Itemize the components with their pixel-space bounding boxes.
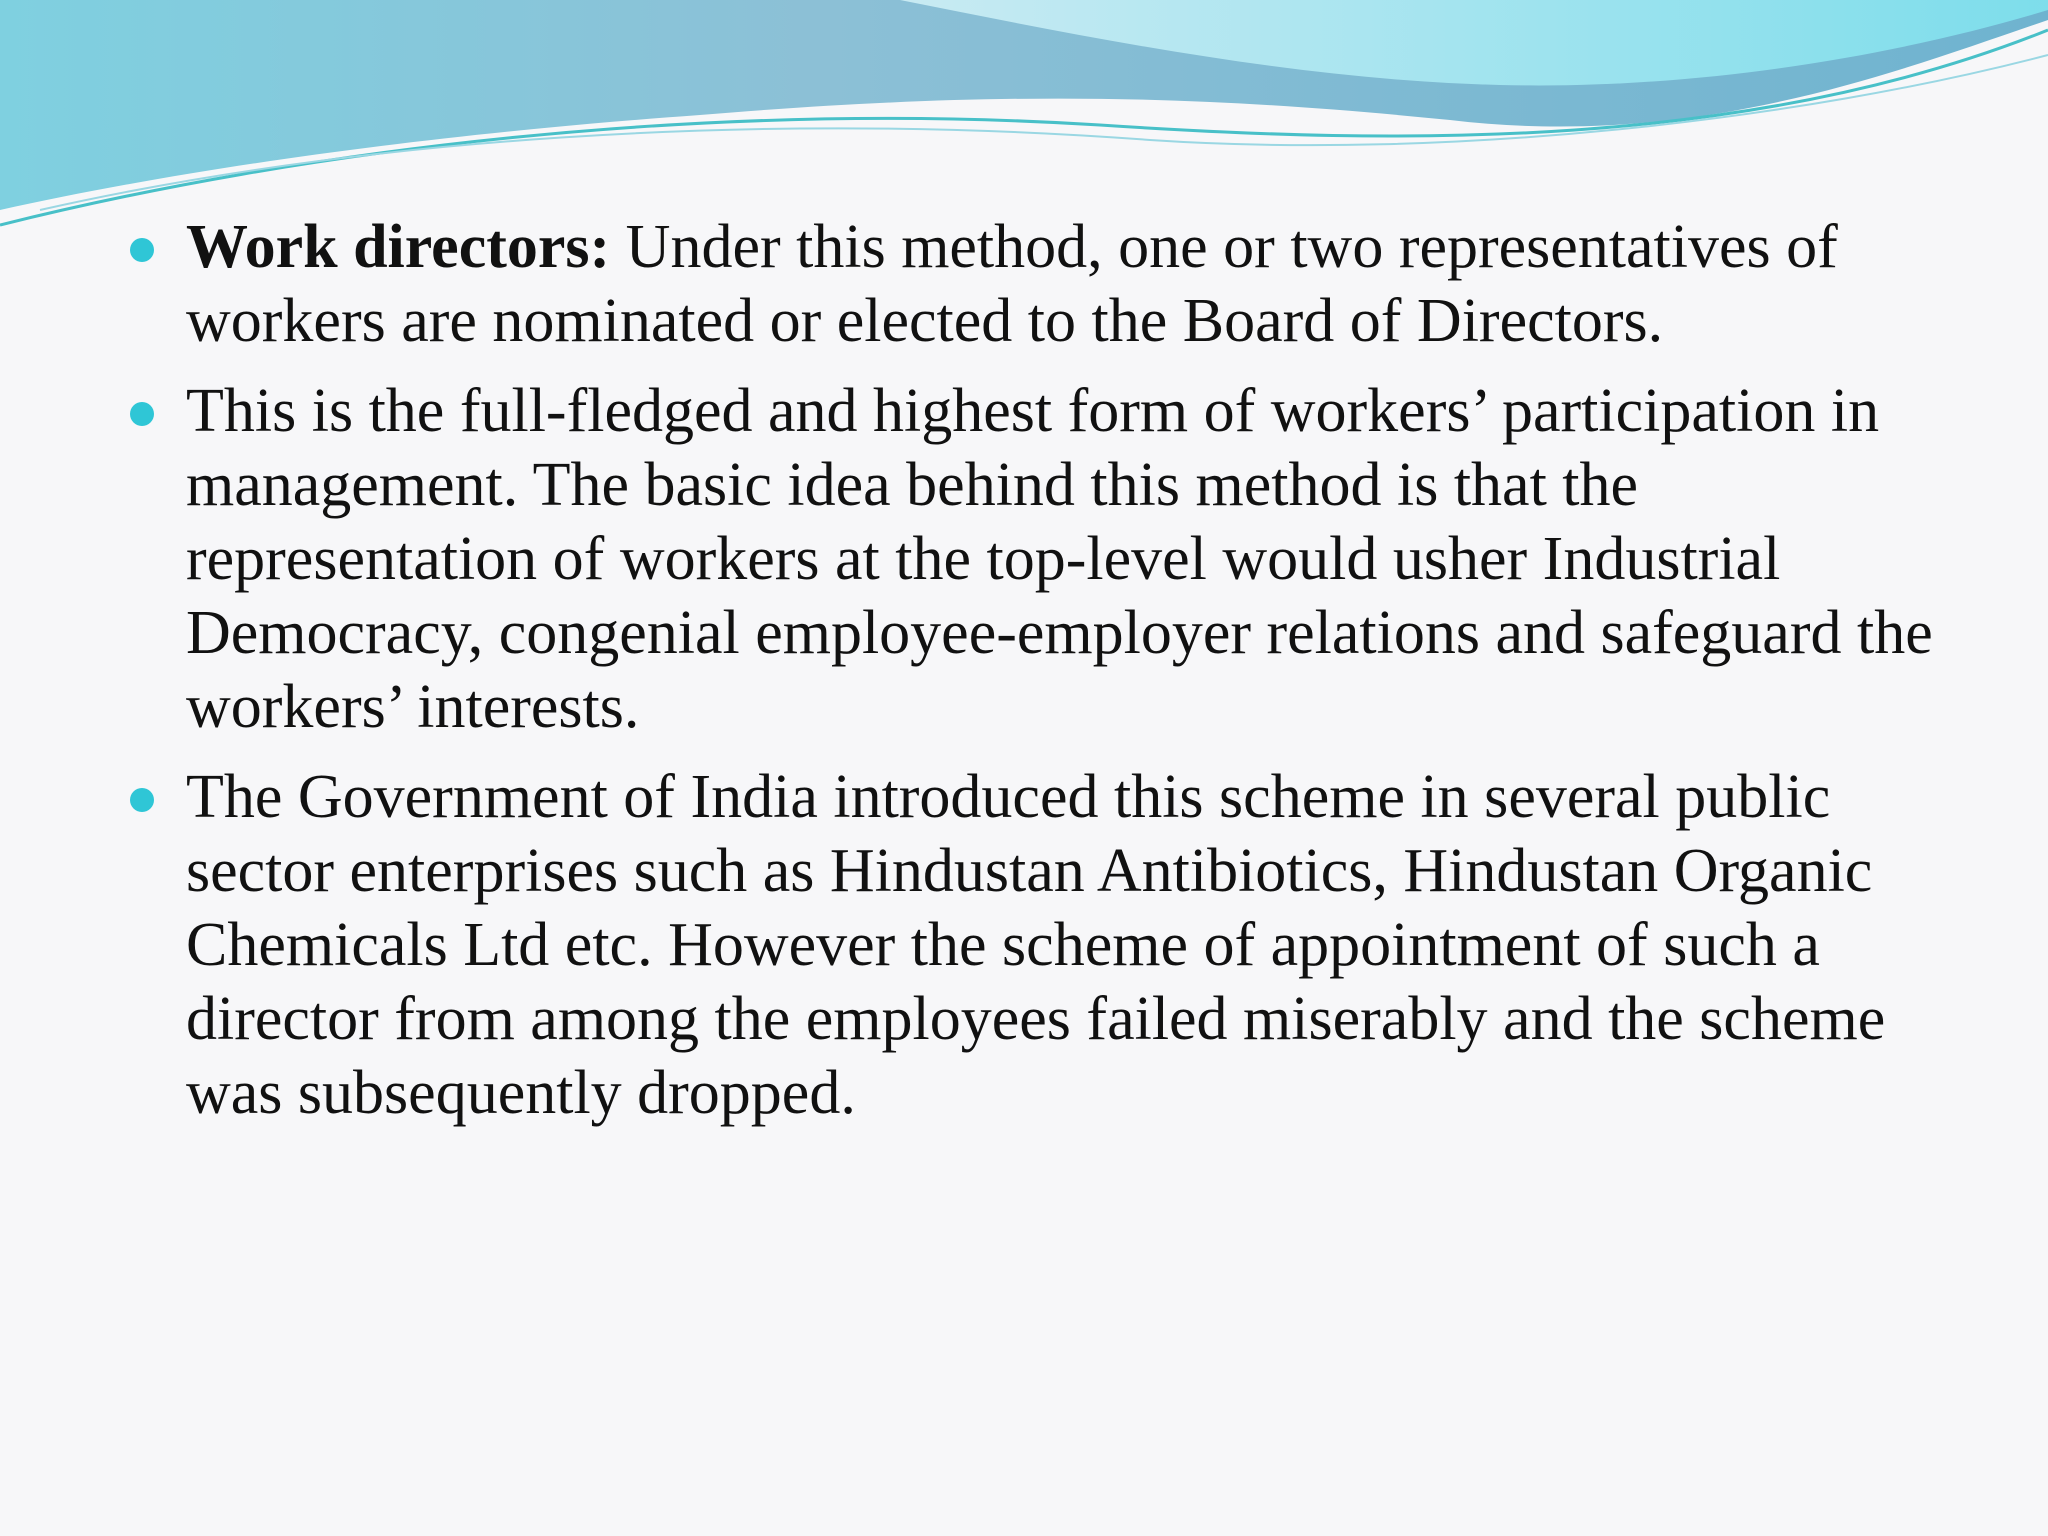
header-wave-decoration: [0, 0, 2048, 240]
bullet-text: Under this method, one or two representatives of workers are nominated or elected to the Board of Directors.: [186, 213, 1838, 355]
bullet-text: This is the full-fledged and highest form of workers’ participation in management. The basic idea behind this method is that the representation of workers at the top-level would usher Industrial Democracy, congenial employee-employer relations and safeguard the workers’ interests.: [186, 377, 1933, 741]
bullet-list: [130, 210, 1950, 1130]
bullet-dot: [130, 788, 154, 812]
slide-content: [130, 210, 1950, 1146]
bullet-item-2: [130, 374, 1950, 744]
bullet-item-3: [130, 760, 1950, 1130]
bullet-dot: [130, 238, 154, 262]
bullet-dot: [130, 402, 154, 426]
bullet-lead-bold: Work directors:: [186, 213, 611, 281]
bullet-item-1: [130, 210, 1950, 358]
bullet-text: The Government of India introduced this scheme in several public sector enterprises such as Hindustan Antibiotics, Hindustan Organic Chemicals Ltd etc. However the scheme of appointment of such a director from among the employees failed miserably and the scheme was subsequently dropped.: [186, 763, 1886, 1127]
